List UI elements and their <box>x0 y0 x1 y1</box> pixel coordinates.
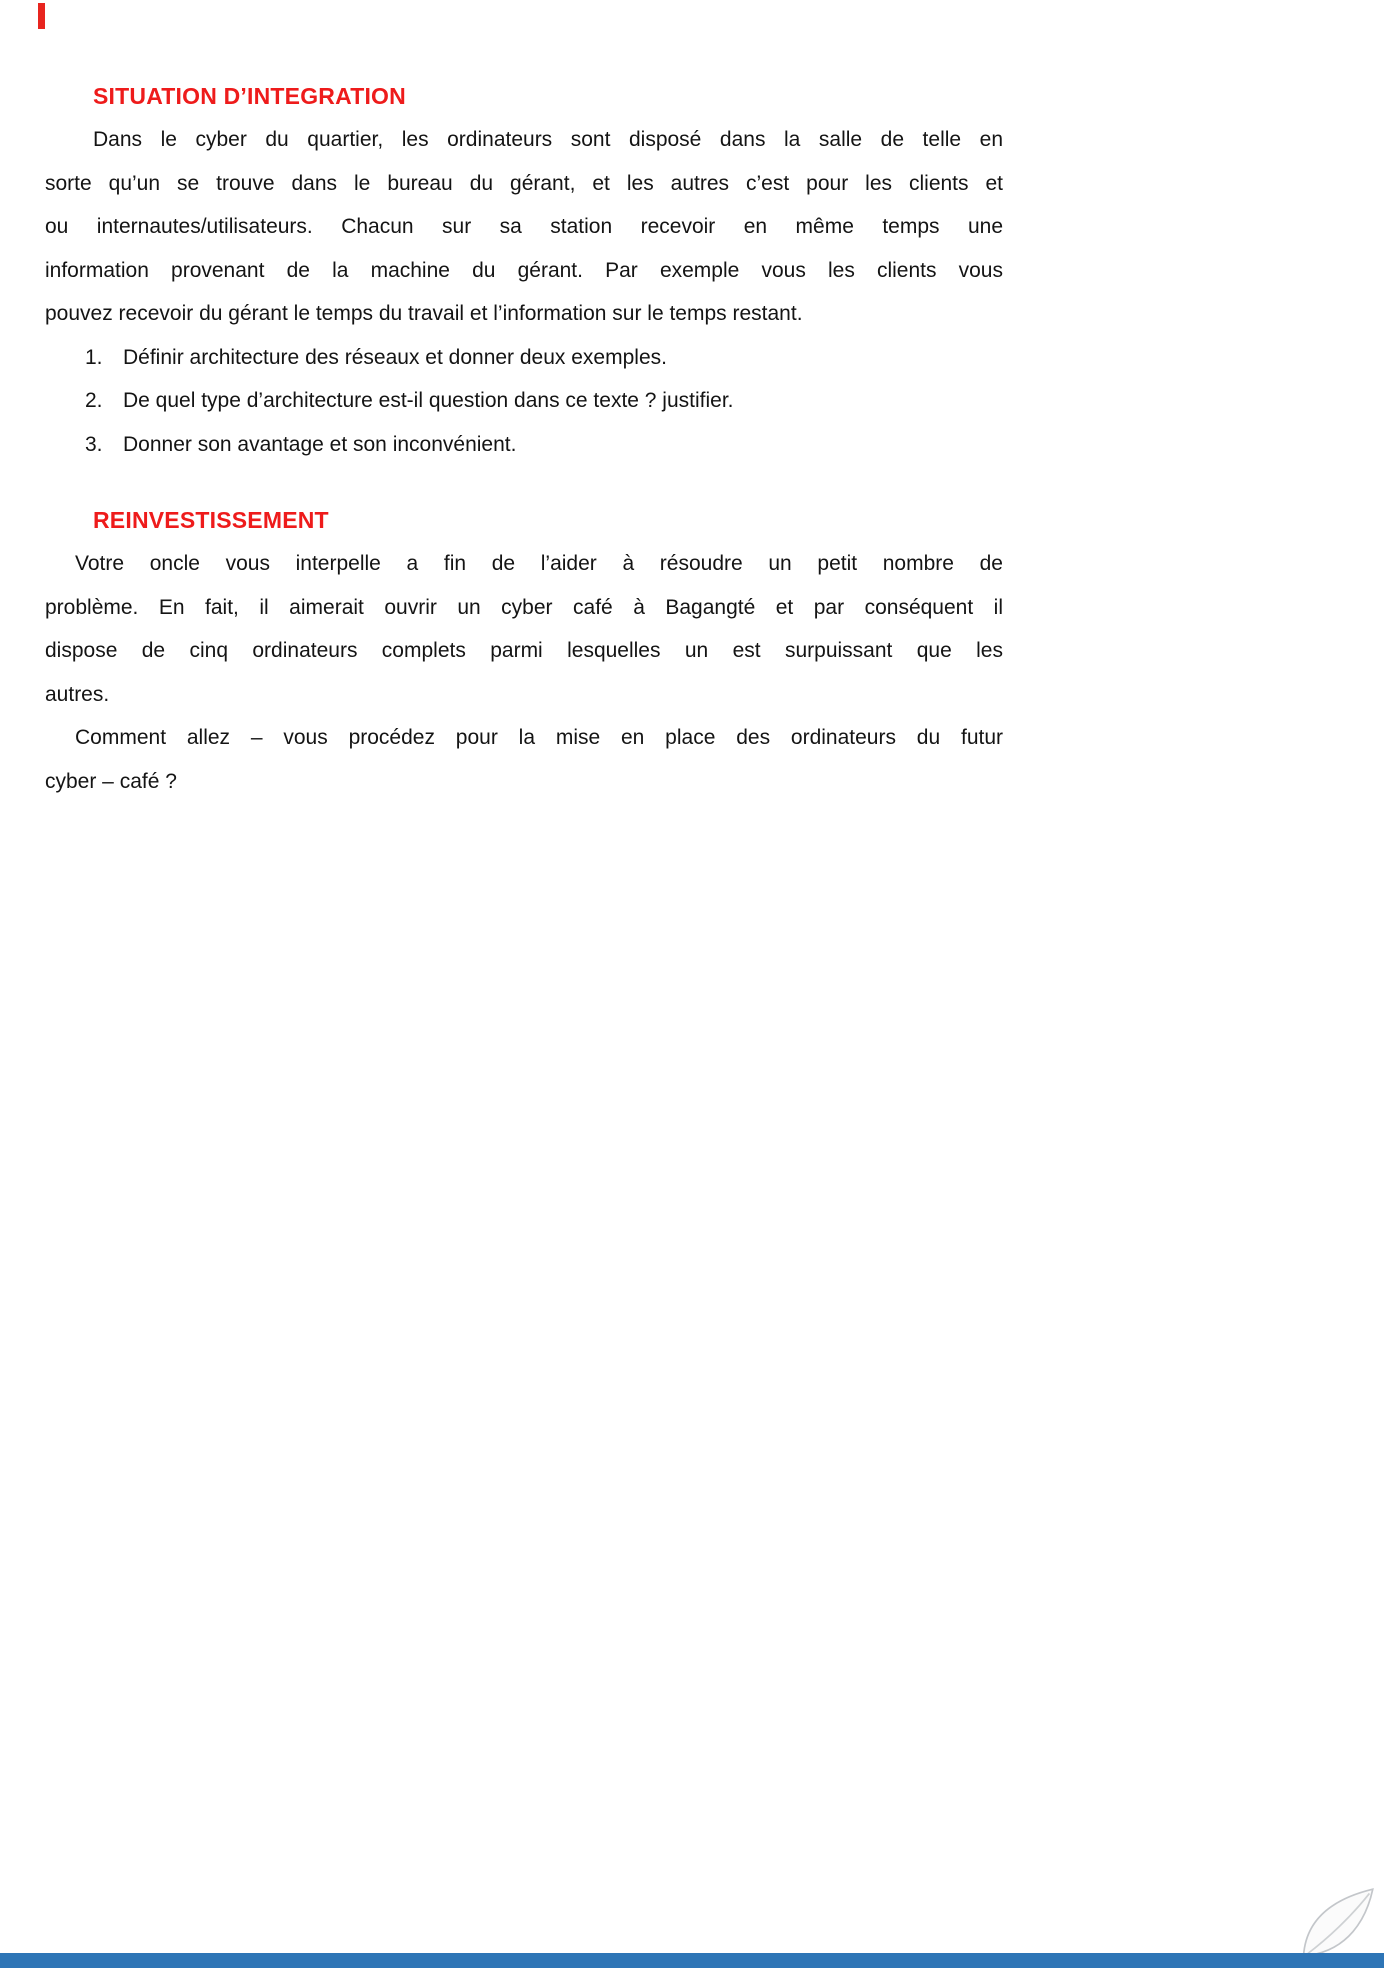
integration-paragraph <box>45 118 1003 336</box>
document-content <box>45 74 1003 803</box>
reinvestissement-paragraph <box>45 542 1003 716</box>
list-item <box>85 423 1003 467</box>
list-item <box>85 336 1003 380</box>
footer-bar <box>0 1953 1384 1968</box>
list-item-text: De quel type d’architecture est-il question dans ce texte ? justifier. <box>123 389 734 412</box>
text-line: Dans le cyber du quartier, les ordinateurs sont disposé dans la salle de telle en <box>93 128 1003 151</box>
text-line: ou internautes/utilisateurs. Chacun sur sa station recevoir en même temps une <box>45 215 1003 238</box>
list-item-text: Donner son avantage et son inconvénient. <box>123 432 517 456</box>
text-line: problème. En fait, il aimerait ouvrir un cyber café à Bagangté et par conséquent il <box>45 595 1003 619</box>
list-item <box>85 379 1003 423</box>
section-heading-situation-integration: SITUATION D’INTEGRATION <box>93 83 406 109</box>
integration-question-list <box>85 336 1003 467</box>
list-item-number: 2. <box>85 389 103 412</box>
text-line: information provenant de la machine du gérant. Par exemple vous les clients vous <box>45 258 1003 282</box>
reinvestissement-question-paragraph <box>45 716 1003 803</box>
text-line: Votre oncle vous interpelle a fin de l’aider à résoudre un petit nombre de <box>75 552 1003 575</box>
list-item-text: Définir architecture des réseaux et donner deux exemples. <box>123 345 667 369</box>
leaf-watermark-icon <box>1296 1885 1382 1961</box>
list-item-number: 1. <box>85 345 103 369</box>
red-accent-bar <box>38 3 45 29</box>
section-heading-reinvestissement: REINVESTISSEMENT <box>93 507 329 533</box>
list-item-number: 3. <box>85 432 103 456</box>
text-line: cyber – café ? <box>45 769 177 793</box>
text-line: dispose de cinq ordinateurs complets parmi lesquelles un est surpuissant que les <box>45 639 1003 662</box>
text-line: pouvez recevoir du gérant le temps du travail et l’information sur le temps restant. <box>45 302 803 325</box>
text-line: Comment allez – vous procédez pour la mise en place des ordinateurs du futur <box>75 726 1003 749</box>
text-line: sorte qu’un se trouve dans le bureau du gérant, et les autres c’est pour les clients et <box>45 171 1003 195</box>
text-line: autres. <box>45 682 110 706</box>
